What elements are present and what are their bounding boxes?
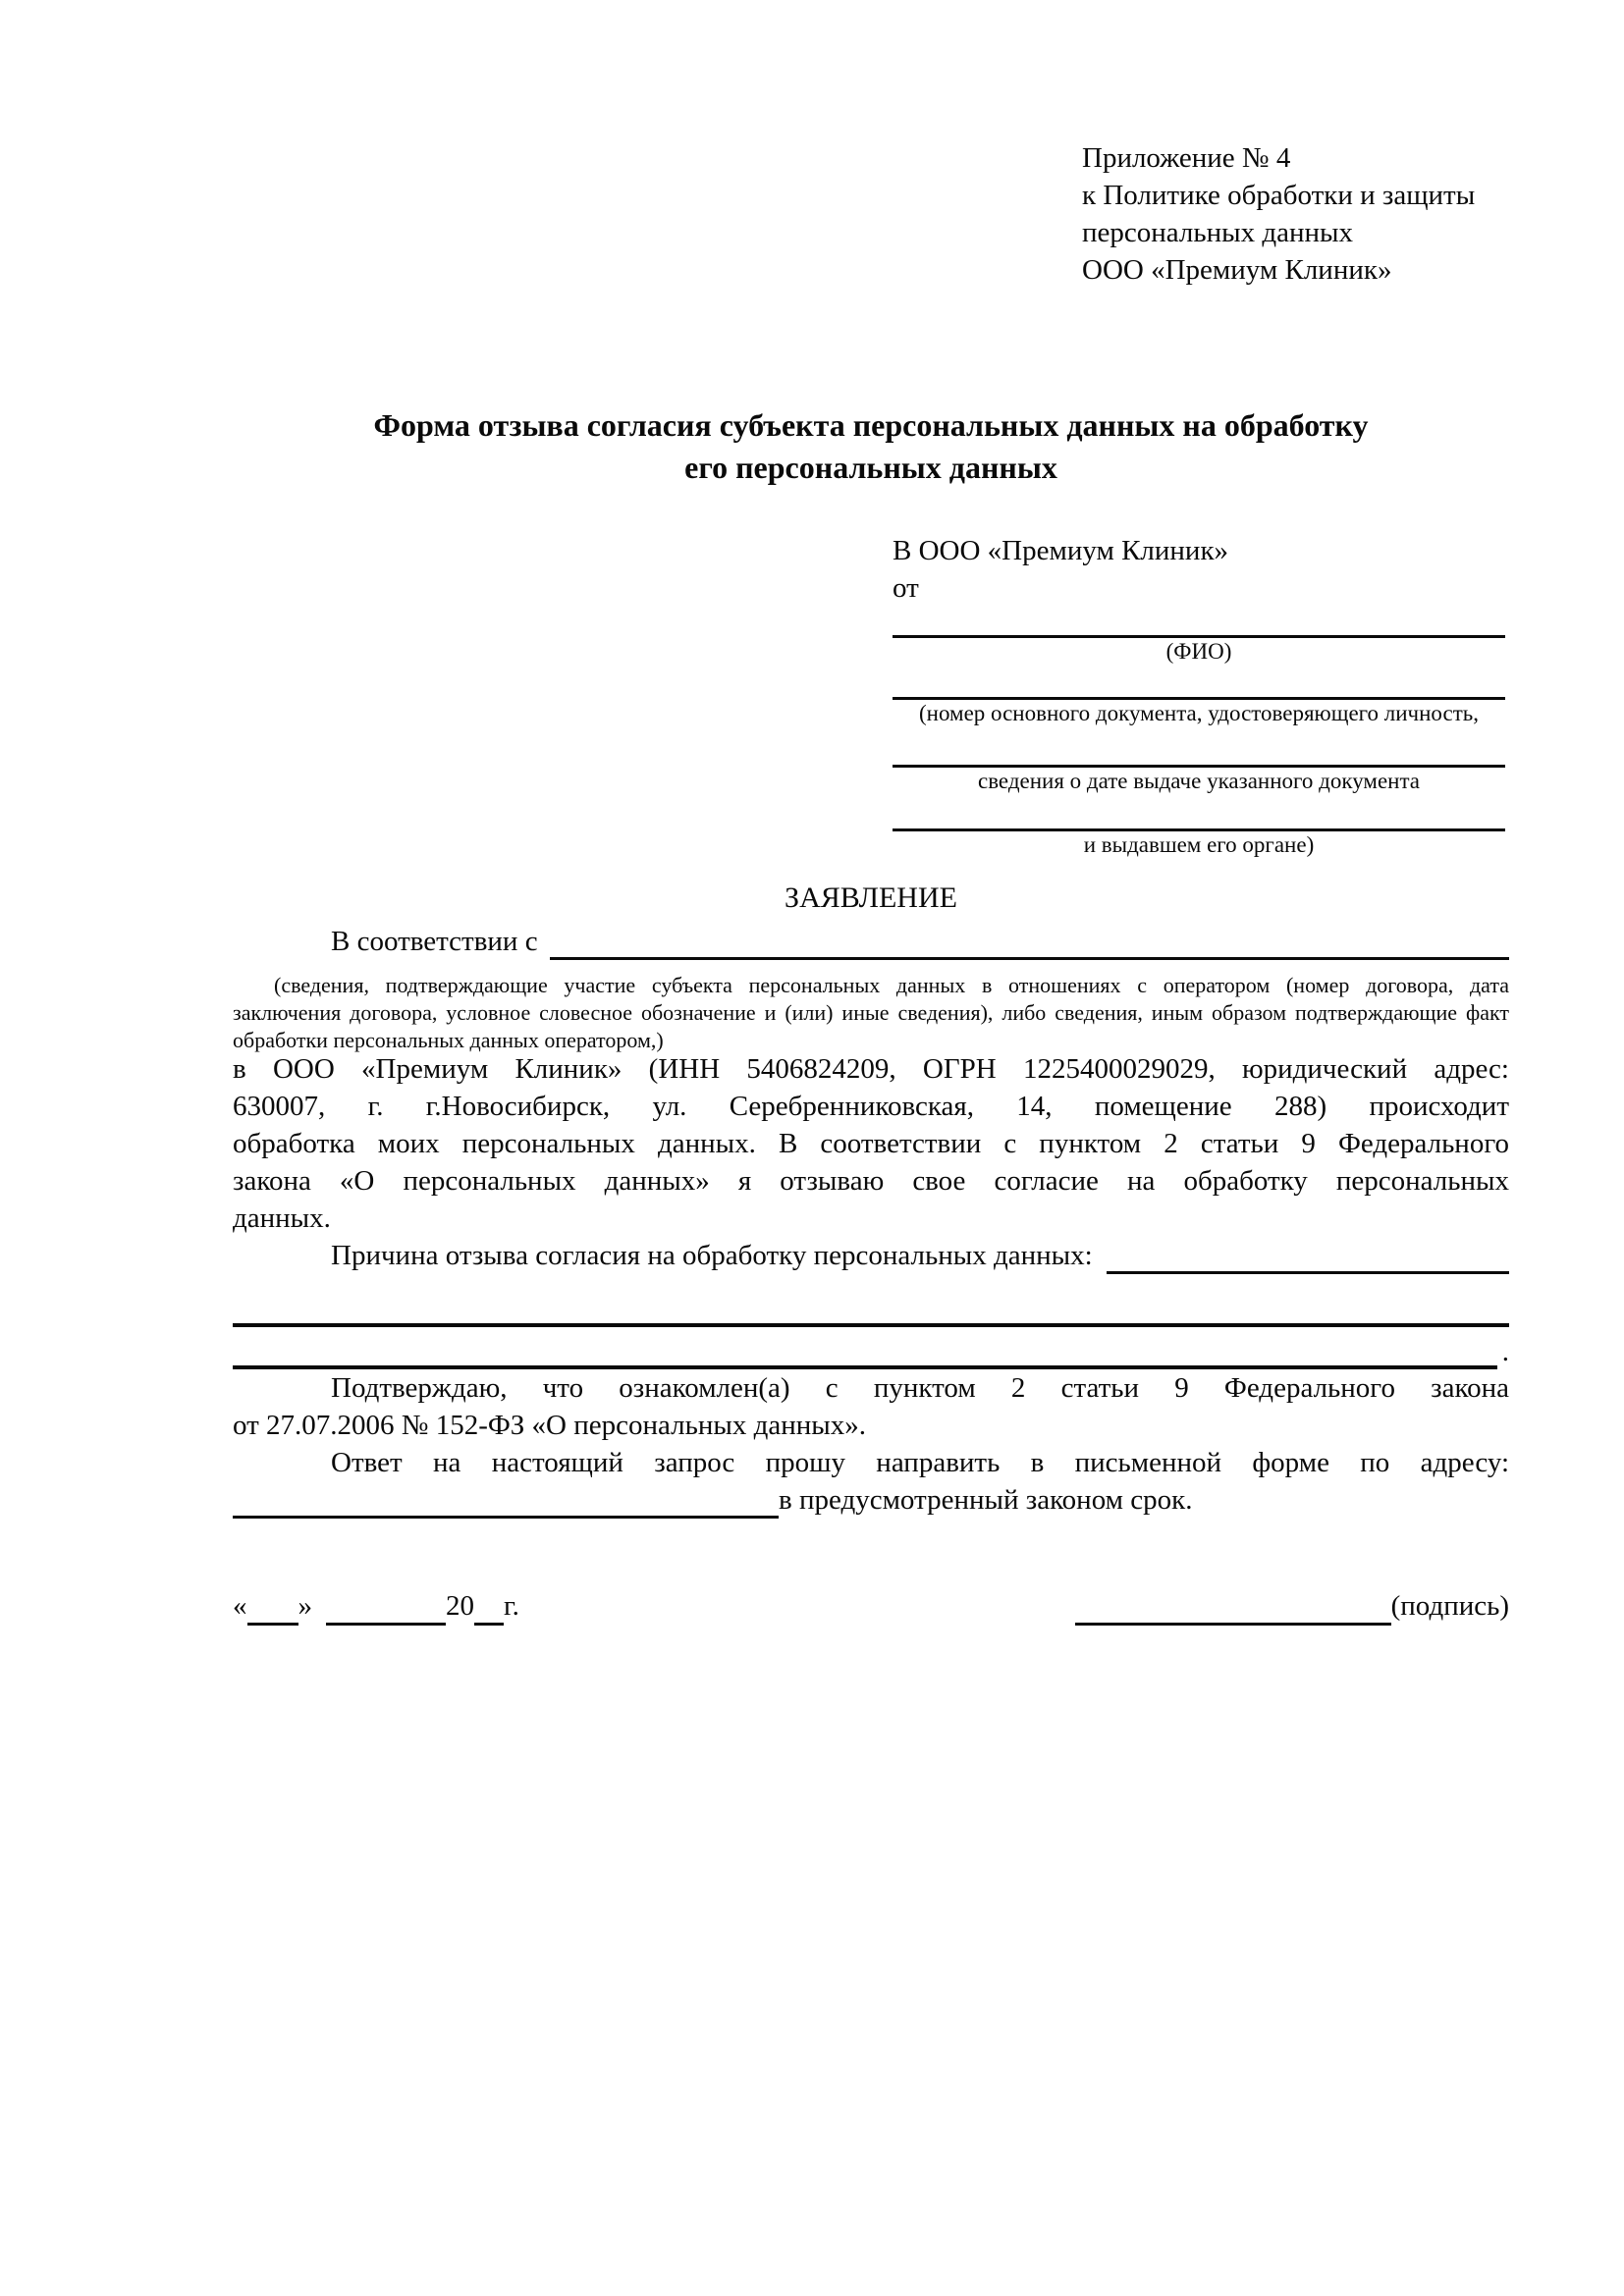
reason-blank-line-3-rule xyxy=(233,1330,1497,1369)
reason-line xyxy=(233,1237,1509,1274)
issue-date-caption: сведения о дате выдаче указанного документа xyxy=(977,769,1421,793)
document-title xyxy=(233,404,1509,489)
issuing-authority-caption: и выдавшем его органе) xyxy=(1083,832,1315,857)
year-suffix: г. xyxy=(504,1590,519,1622)
signature-blank-line xyxy=(1075,1586,1391,1626)
date-signature-row xyxy=(233,1586,1509,1626)
address-blank-line xyxy=(233,1481,779,1519)
body-line: в ООО «Премиум Клиник» (ИНН 5406824209, ОГРН 1225400029029, юридический адрес: xyxy=(233,1053,1509,1085)
signature-caption: (подпись) xyxy=(1390,1590,1509,1622)
year-prefix: 20 xyxy=(446,1590,474,1622)
reply-address-row xyxy=(233,1481,1509,1519)
fine-print-line: заключения договора, условное словесное обозначение и (или) иные сведения), либо сведения, иным образом подтверждающие факт xyxy=(233,1000,1509,1025)
body-line: закона «О персональных данных» я отзываю свое согласие на обработку персональных xyxy=(233,1165,1509,1197)
open-quote: « xyxy=(233,1590,247,1622)
body-paragraph xyxy=(233,1050,1509,1237)
reply-tail: в предусмотренный законом срок. xyxy=(779,1484,1193,1516)
day-blank-line xyxy=(247,1586,298,1626)
addressee-to: В ООО «Премиум Клиник» xyxy=(893,535,1229,566)
issuing-authority-blank-line xyxy=(893,794,1505,831)
addressee-block xyxy=(893,532,1505,858)
appendix-line: к Политике обработки и защиты xyxy=(1082,180,1476,211)
appendix-line: Приложение № 4 xyxy=(1082,142,1291,174)
fio-caption: (ФИО) xyxy=(1165,639,1232,664)
appendix-note xyxy=(1082,139,1514,289)
document-number-caption: (номер основного документа, удостоверяющего личность, xyxy=(918,701,1479,725)
close-quote: » xyxy=(298,1590,312,1622)
reason-label: Причина отзыва согласия на обработку персональных данных: xyxy=(331,1240,1093,1271)
title-line-1: Форма отзыва согласия субъекта персональных данных на обработку xyxy=(373,407,1369,443)
confirmation-line: от 27.07.2006 № 152-ФЗ «О персональных данных». xyxy=(233,1410,867,1441)
reason-blank-line-3 xyxy=(233,1330,1509,1369)
date-group xyxy=(233,1586,519,1626)
body-line: обработка моих персональных данных. В соответствии с пунктом 2 статьи 9 Федерального xyxy=(233,1128,1509,1159)
fine-print-line: обработки персональных данных оператором,) xyxy=(233,1028,664,1052)
issue-date-blank-line xyxy=(893,726,1505,768)
intro-blank-line xyxy=(550,923,1509,960)
intro-prefix: В соответствии с xyxy=(331,926,538,957)
spacer xyxy=(538,923,550,960)
fine-print-line: (сведения, подтверждающие участие субъекта персональных данных в отношениях с оператором (номер договора, дата xyxy=(274,973,1509,997)
sentence-terminator: . xyxy=(1501,1336,1509,1367)
fio-blank-line xyxy=(893,607,1505,638)
appendix-line: персональных данных xyxy=(1082,217,1354,248)
signature-group xyxy=(1075,1586,1509,1626)
confirmation-line: Подтверждаю, что ознакомлен(а) с пунктом 2 статьи 9 Федерального закона xyxy=(331,1372,1509,1404)
body-line: данных. xyxy=(233,1202,331,1234)
appendix-line: ООО «Премиум Клиник» xyxy=(1082,254,1392,286)
reply-line: Ответ на настоящий запрос прошу направить в письменной форме по адресу: xyxy=(331,1447,1509,1478)
addressee-from-label: от xyxy=(893,572,919,604)
statement-heading: ЗАЯВЛЕНИЕ xyxy=(785,881,957,914)
reason-blank-line xyxy=(1107,1237,1509,1274)
body-line: 630007, г. г.Новосибирск, ул. Серебренниковская, 14, помещение 288) происходит xyxy=(233,1091,1509,1122)
title-line-2: его персональных данных xyxy=(684,450,1057,485)
reason-blank-line-2 xyxy=(233,1288,1509,1327)
intro-line xyxy=(233,923,1509,960)
year-blank-line xyxy=(474,1586,504,1626)
document-number-blank-line xyxy=(893,665,1505,700)
spacer xyxy=(1093,1237,1107,1274)
month-blank-line xyxy=(326,1586,446,1626)
reply-paragraph xyxy=(233,1444,1509,1519)
fine-print xyxy=(233,972,1509,1054)
confirmation-paragraph xyxy=(233,1369,1509,1444)
